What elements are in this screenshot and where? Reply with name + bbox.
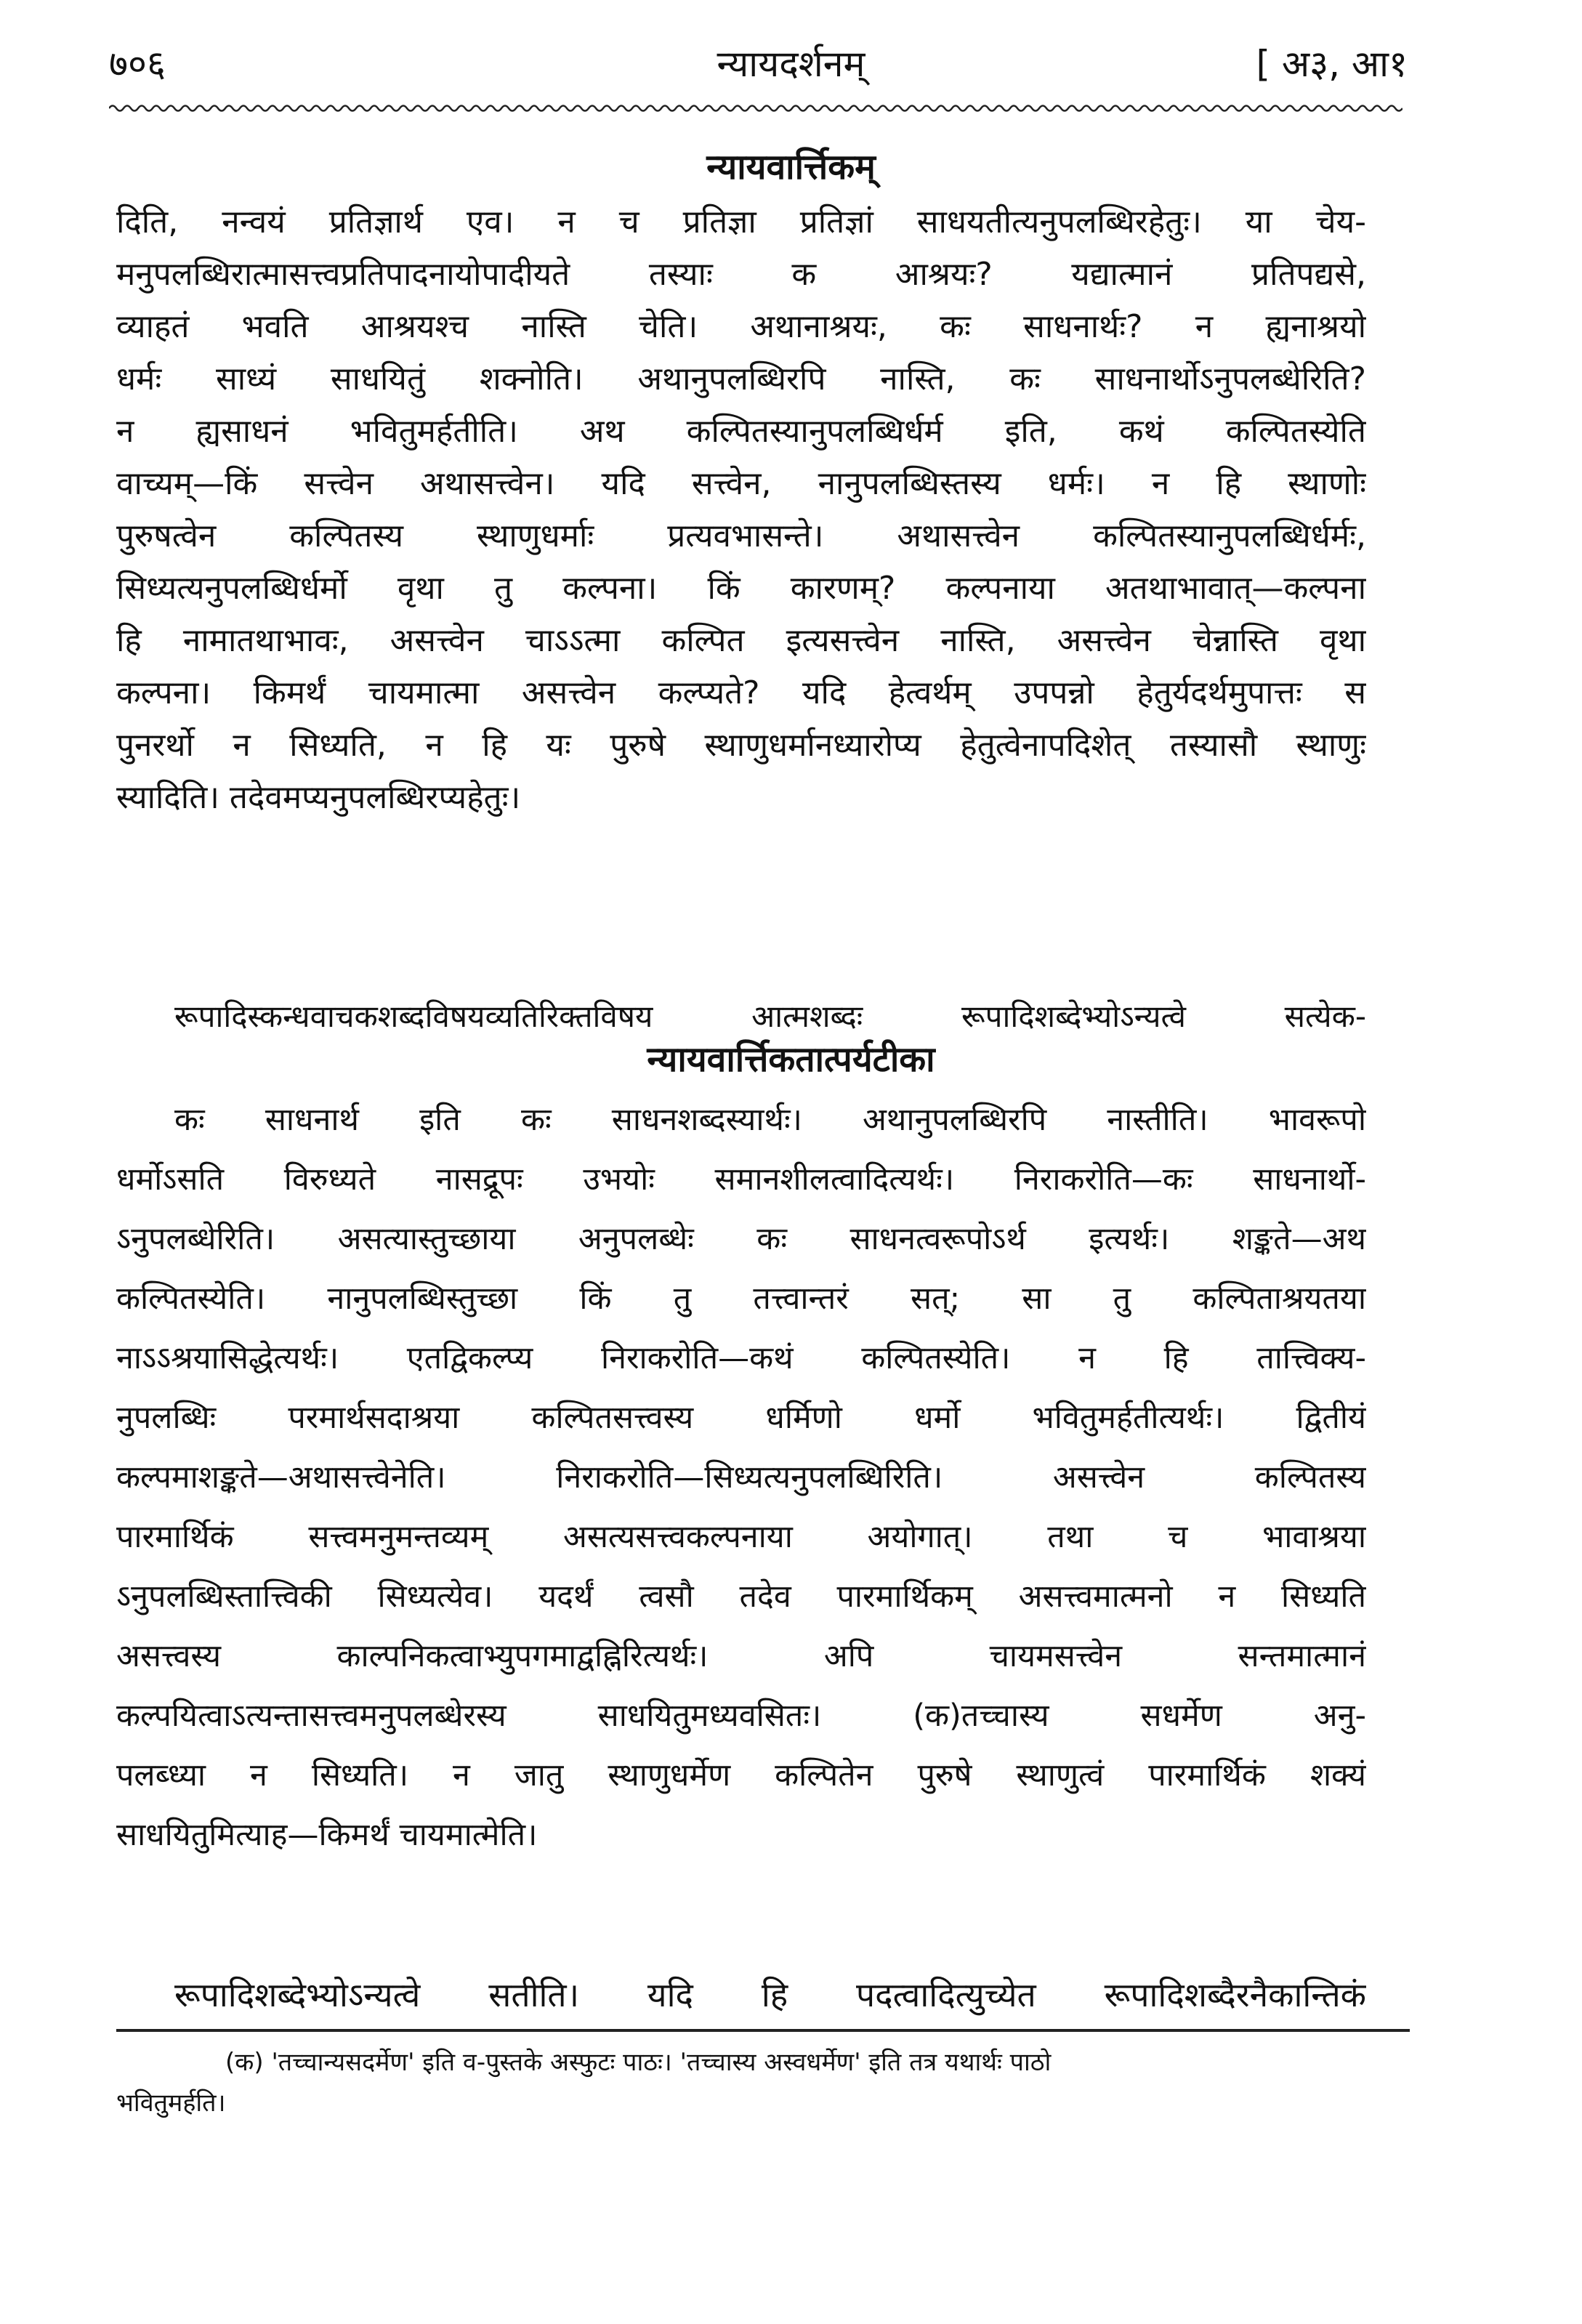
vartika-line: दिति, नन्वयं प्रतिज्ञार्थ एव। न च प्रतिज्ञा प्रतिज्ञां साधयतीत्यनुपलब्धिरहेतुः। या चेय- bbox=[116, 203, 1366, 241]
footnote-rule bbox=[116, 2029, 1410, 2032]
tika-line: कल्पितस्येति। नानुपलब्धिस्तुच्छा किं तु तत्त्वान्तरं सत्; सा तु कल्पिताश्रयतया bbox=[116, 1280, 1366, 1317]
tika-text bbox=[116, 1090, 1366, 1865]
tika-heading: न्यायवार्त्तिकतात्पर्यटीका bbox=[647, 1039, 935, 1080]
tika-line: नुपलब्धिः परमार्थसदाश्रया कल्पितसत्त्वस्य धर्मिणो धर्मो भवितुमर्हतीत्यर्थः। द्वितीयं bbox=[116, 1400, 1366, 1436]
vartika-line: स्यादिति। तदेवमप्यनुपलब्धिरप्यहेतुः। bbox=[116, 779, 521, 816]
vartika-line: न ह्यसाधनं भवितुमर्हतीति। अथ कल्पितस्यानुपलब्धिर्धर्म इति, कथं कल्पितस्येति bbox=[116, 413, 1366, 450]
footnote-line: भवितुमर्हति। bbox=[116, 2089, 226, 2118]
tika-final bbox=[116, 1966, 1366, 2024]
vartika-line: कल्पना। किमर्थं चायमात्मा असत्त्वेन कल्प्यते? यदि हेत्वर्थम् उपपन्नो हेतुर्यदर्थमुपात्तः स bbox=[116, 674, 1366, 711]
section-marker: [ अ३, आ१ bbox=[1256, 43, 1408, 85]
tika-final-line: रूपादिशब्देभ्योऽन्यत्वे सतीति। यदि हि पदत्वादित्युच्येत रूपादिशब्दैरनैकान्तिकं bbox=[174, 1975, 1366, 2014]
vartika-line: मनुपलब्धिरात्मासत्त्वप्रतिपादनायोपादीयते तस्याः क आश्रयः? यद्यात्मानं प्रतिपद्यसे, bbox=[116, 256, 1366, 293]
tika-line: नाऽऽश्रयासिद्धेत्यर्थः। एतद्विकल्प्य निराकरोति—कथं कल्पितस्येति। न हि तात्त्विक्य- bbox=[116, 1340, 1366, 1376]
running-title: न्यायदर्शनम् bbox=[717, 43, 865, 85]
tika-line: कः साधनार्थ इति कः साधनशब्दस्यार्थः। अथानुपलब्धिरपि नास्तीति। भावरूपो bbox=[174, 1102, 1366, 1138]
vartika-line: वाच्यम्—किं सत्त्वेन अथासत्त्वेन। यदि सत्त्वेन, नानुपलब्धिस्तस्य धर्मः। न हि स्थाणोः bbox=[116, 465, 1366, 502]
tika-line: पारमार्थिकं सत्त्वमनुमन्तव्यम् असत्यसत्त्वकल्पनाया अयोगात्। तथा च भावाश्रया bbox=[116, 1519, 1366, 1555]
page-number: ७०६ bbox=[109, 43, 166, 85]
tika-line: कल्पयित्वाऽत्यन्तासत्त्वमनुपलब्धेरस्य साधयितुमध्यवसितः। (क)तच्चास्य सधर्मेण अनु- bbox=[116, 1698, 1366, 1734]
vartika-line: सिध्यत्यनुपलब्धिर्धर्मो वृथा तु कल्पना। किं कारणम्? कल्पनाया अतथाभावात्—कल्पना bbox=[116, 570, 1366, 607]
tika-line: ऽनुपलब्धिस्तात्त्विकी सिध्यत्येव। यदर्थं त्वसौ तदेव पारमार्थिकम् असत्त्वमात्मनो न सिध्यति bbox=[116, 1578, 1366, 1615]
tika-line: धर्मोऽसति विरुध्यते नासद्रूपः उभयोः समानशीलत्वादित्यर्थः। निराकरोति—कः साधनार्थो- bbox=[116, 1161, 1366, 1198]
vartika-line: पुनरर्थो न सिध्यति, न हि यः पुरुषे स्थाणुधर्मानध्यारोप्य हेतुत्वेनापदिशेत् तस्यासौ स्थाणुः bbox=[116, 727, 1366, 764]
footnote-line: (क) 'तच्चान्यसदर्मेण' इति व-पुस्तके अस्फुटः पाठः। 'तच्चास्य अस्वधर्मेण' इति तत्र यथार्थः पाठो bbox=[225, 2048, 1052, 2077]
tika-line: पलब्ध्या न सिध्यति। न जातु स्थाणुधर्मेण कल्पितेन पुरुषे स्थाणुत्वं पारमार्थिकं शक्यं bbox=[116, 1757, 1366, 1794]
vartika-line: धर्मः साध्यं साधयितुं शक्नोति। अथानुपलब्धिरपि नास्ति, कः साधनार्थोऽनुपलब्धेरिति? bbox=[116, 360, 1366, 398]
tika-line: साधयितुमित्याह—किमर्थं चायमात्मेति। bbox=[116, 1817, 538, 1853]
vartika-continuation bbox=[116, 993, 1366, 1041]
vartika-line: हि नामातथाभावः, असत्त्वेन चाऽऽत्मा कल्पित इत्यसत्त्वेन नास्ति, असत्त्वेन चेन्नास्ति वृथा bbox=[116, 622, 1366, 659]
tika-line: ऽनुपलब्धेरिति। असत्यास्तुच्छाया अनुपलब्धेः कः साधनत्वरूपोऽर्थ इत्यर्थः। शङ्कते—अथ bbox=[116, 1221, 1366, 1257]
wavy-header-rule bbox=[109, 102, 1403, 115]
tika-line: कल्पमाशङ्कते—अथासत्त्वेनेति। निराकरोति—सिध्यत्यनुपलब्धिरिति। असत्त्वेन कल्पितस्य bbox=[116, 1459, 1366, 1496]
tika-line: असत्त्वस्य काल्पनिकत्वाभ्युपगमाद्वह्निरित्यर्थः। अपि चायमसत्त्वेन सन्तमात्मानं bbox=[116, 1638, 1366, 1674]
footnote bbox=[116, 2042, 1410, 2123]
vartika-text bbox=[116, 196, 1366, 824]
vartika-subline: रूपादिस्कन्धवाचकशब्दविषयव्यतिरिक्तविषय आत्मशब्दः रूपादिशब्देभ्योऽन्यत्वे सत्येक- bbox=[174, 998, 1366, 1034]
vartika-line: व्याहतं भवति आश्रयश्च नास्ति चेति। अथानाश्रयः, कः साधनार्थः? न ह्यनाश्रयो bbox=[116, 308, 1366, 345]
vartika-heading: न्यायवार्त्तिकम् bbox=[706, 147, 876, 187]
vartika-line: पुरुषत्वेन कल्पितस्य स्थाणुधर्माः प्रत्यवभासन्ते। अथासत्त्वेन कल्पितस्यानुपलब्धिर्धर्मः, bbox=[116, 517, 1366, 554]
